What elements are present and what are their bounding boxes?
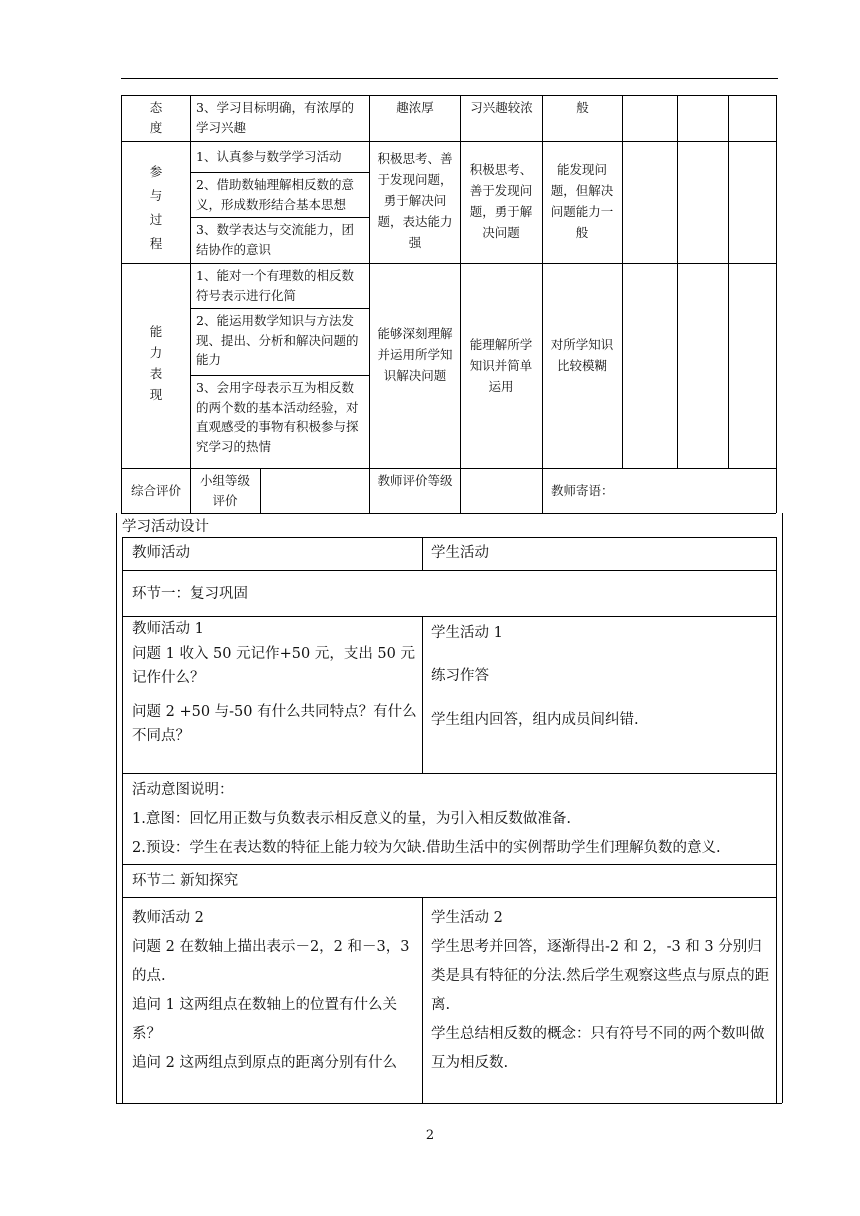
teacher-message-label: 教师寄语： — [551, 483, 614, 498]
row1-level-b: 习兴趣较浓 — [470, 100, 533, 115]
row2-level-c: 能发现问题，但解决问题能力一般 — [550, 162, 614, 240]
teacher-activity-header: 教师活动 — [132, 545, 190, 561]
row2-criteria-1: 1、认真参与数学学习活动 — [196, 149, 342, 164]
student-activity-2: 学生活动 2 学生思考并回答，逐渐得出-2 和 2，-3 和 3 分别归类是具有特征的分法.然后学生观察这些点与原点的距离. 学生总结相反数的概念：只有符号不同的两个数叫做互为相反数. — [431, 910, 770, 1071]
row2-level-b: 积极思考、善于发现问题，勇于解决问题 — [469, 162, 533, 240]
row3-level-b: 能理解所学知识并简单运用 — [469, 337, 533, 394]
group-grade-label: 小组等级评价 — [199, 473, 250, 508]
teacher-grade-label: 教师评价等级 — [377, 473, 453, 488]
student-activity-header: 学生活动 — [431, 545, 489, 561]
row1-category: 态 度 — [149, 100, 163, 135]
activity-intent: 活动意图说明： 1.意图：回忆用正数与负数表示相反意义的量，为引入相反数做准备. 2.预设：学生在表达数的特征上能力较为欠缺.借助生活中的实例帮助学生们理解负数的意义. — [132, 782, 721, 856]
row3-level-a: 能够深刻理解并运用所学知识解决问题 — [377, 326, 453, 383]
row1-level-a: 趣浓厚 — [396, 100, 434, 115]
section-review: 环节一：复习巩固 — [132, 586, 248, 602]
row3-criteria-3: 3、会用字母表示互为相反数的两个数的基本活动经验，对直观感受的事物有积极参与探究学习的热情 — [196, 380, 359, 454]
teacher-activity-2: 教师活动 2 问题 2 在数轴上描出表示－2，2 和－3，3 的点. 追问 1 这两组点在数轴上的位置有什么关系？ 追问 2 这两组点到原点的距离分别有什么 — [132, 910, 410, 1071]
row3-criteria-2: 2、能运用数学知识与方法发现、提出、分析和解决问题的能力 — [196, 313, 359, 367]
page-number: 2 — [425, 1128, 435, 1143]
row1-criteria-3: 3、学习目标明确，有浓厚的学习兴趣 — [196, 100, 354, 135]
teacher-activity-1: 教师活动 1 问题 1 收入 50 元记作+50 元，支出 50 元记作什么？ 问题 2 +50 与-50 有什么共同特点？有什么不同点？ — [132, 621, 417, 744]
row2-criteria-2: 2、借助数轴理解相反数的意义，形成数形结合基本思想 — [196, 177, 354, 212]
row2-criteria-3: 3、数学表达与交流能力，团结协作的意识 — [196, 222, 354, 257]
row1-level-c: 般 — [576, 100, 589, 115]
overall-eval-label: 综合评价 — [130, 483, 181, 498]
section-explore: 环节二 新知探究 — [132, 873, 239, 889]
row3-level-c: 对所学知识比较模糊 — [550, 337, 614, 373]
row2-level-a: 积极思考、善于发现问题，勇于解决问题，表达能力强 — [377, 151, 453, 250]
header-rule — [121, 78, 778, 79]
row2-category: 参 与 过 程 — [149, 164, 163, 251]
section-title: 学习活动设计 — [122, 519, 209, 535]
row3-category: 能 力 表 现 — [149, 324, 163, 402]
row3-criteria-1: 1、能对一个有理数的相反数符号表示进行化简 — [196, 268, 354, 303]
student-activity-1: 学生活动 1 练习作答 学生组内回答，组内成员间纠错. — [431, 625, 639, 728]
